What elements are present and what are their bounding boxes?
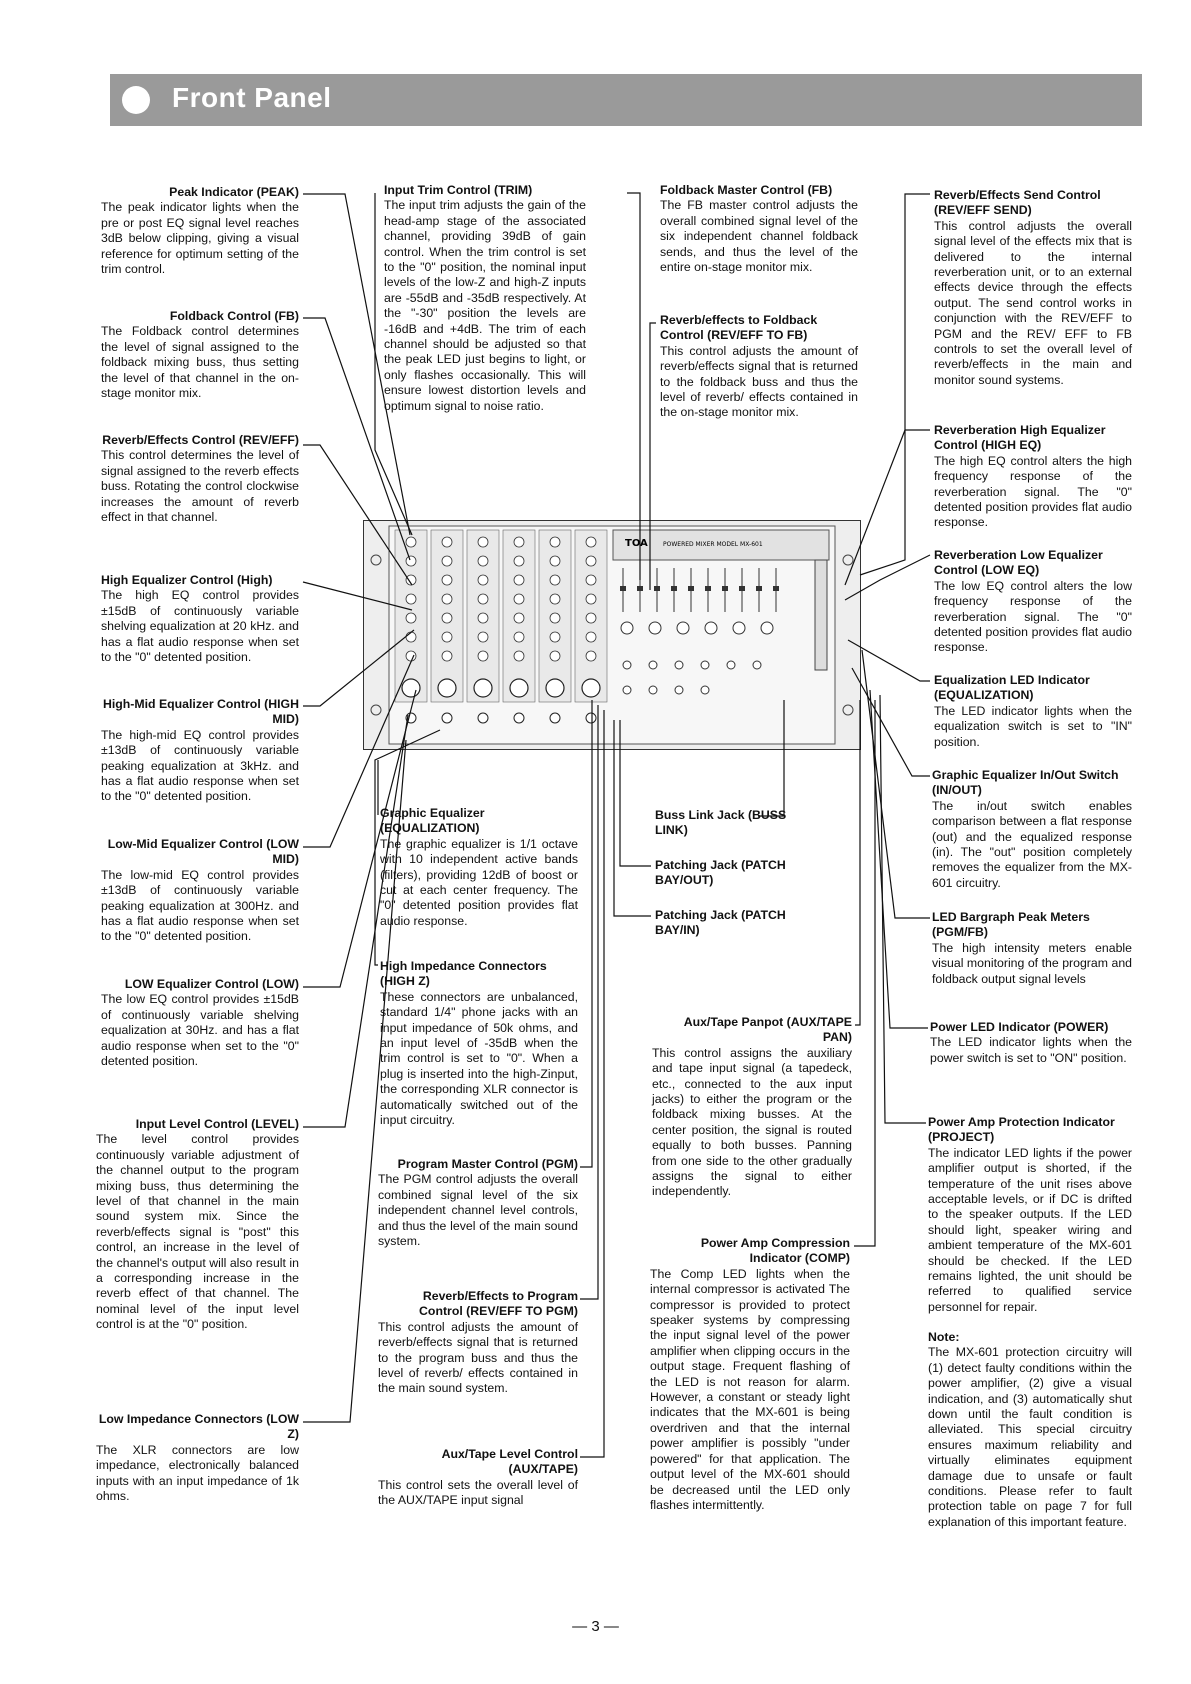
callout-heading: Input Level Control (LEVEL) [135,1117,299,1131]
callout-body: These connectors are unbalanced, standard 1/4" phone jacks with an input impedance of 50k ohms, and an input level of -35dB when the trim control is set to "0". When a plug is inserted into the high-Zinput, the corresponding XLR connector is automatically switched out of the input circuitry. [380,989,578,1128]
callout-heading: Peak Indicator (PEAK) [169,185,299,199]
knob-icon [550,594,560,604]
callout-heading: Low Impedance Connectors (LOW Z) [98,1412,299,1442]
master-knob-icon [677,622,689,634]
knob-icon [550,556,560,566]
knob-icon [406,613,416,623]
callout-heading: Aux/Tape Level Control (AUX/TAPE) [441,1447,578,1477]
callout-patch-out [655,858,805,889]
callout-aux-tape-level [378,1447,578,1509]
knob-icon [586,613,596,623]
callout-heading: Power Amp Compression Indicator (COMP) [700,1236,850,1266]
knob-icon [550,651,560,661]
callout-rev-eff-to-pgm [378,1289,578,1397]
callout-body: The XLR connectors are low impedance, electronically balanced inputs with an input impedance of 1k ohms. [96,1442,299,1504]
jack-icon [649,686,657,694]
callout-peak [101,185,299,277]
knob-icon [478,575,488,585]
knob-icon [586,594,596,604]
callout-body: This control adjusts the amount of reverb/effects signal that is returned to the program buss and thus the level of reverb/ effects contained in the main sound system. [378,1319,578,1396]
knob-icon [550,632,560,642]
callout-heading: LOW Equalizer Control (LOW) [124,977,299,991]
knob-icon [550,613,560,623]
callout-heading: Aux/Tape Panpot (AUX/TAPE PAN) [683,1015,852,1045]
fader-knob [637,586,643,591]
callout-rev-eff-send [934,188,1132,388]
knob-icon [442,556,452,566]
callout-bargraph-meters [932,910,1132,987]
jack-icon [753,661,761,669]
bargraph-meter [815,560,827,670]
jack-icon [623,661,631,669]
knob-icon [514,632,524,642]
callout-body: The low EQ control provides ±15dB of continuously variable shelving equalization at 30Hz. and has a flat audio response when set to the "0" detented position. [101,992,299,1069]
knob-icon [442,651,452,661]
fader-knob [654,586,660,591]
callout-heading: Reverb/Effects to Program Control (REV/EFF TO PGM) [419,1289,578,1319]
knob-icon [406,556,416,566]
master-knob-icon [621,622,633,634]
knob-icon [478,632,488,642]
xlr-connector-icon [546,679,564,697]
knob-icon [406,575,416,585]
jack-icon [727,661,735,669]
phone-jack-icon [586,713,596,723]
callout-note [928,1330,1132,1530]
knob-icon [442,575,452,585]
callout-heading: Low-Mid Equalizer Control (LOW MID) [107,837,299,867]
callout-reverb-effects [101,433,299,525]
brand-logo: TOA [625,538,648,549]
callout-body: This control adjusts the amount of reverb/effects signal that is returned to the foldback buss and thus the level of reverb/ effects contained in the on-stage monitor mix. [660,343,858,420]
callout-power-led [930,1020,1132,1066]
knob-icon [406,594,416,604]
knob-icon [478,537,488,547]
callout-heading: Note: [928,1330,960,1344]
master-knob-icon [705,622,717,634]
fader-knob [620,586,626,591]
jack-icon [649,661,657,669]
callout-heading: Reverb/Effects Control (REV/EFF) [102,433,299,447]
jack-icon [701,661,709,669]
callout-graphic-eq [380,806,578,929]
knob-icon [514,651,524,661]
callout-body: The Comp LED lights when the internal compressor is activated The compressor is provided to protect speaker systems by compressing the input signal level of the power amplifier when clipping occurs in the output stage. Frequent flashing of the LED is not reason for alarm. However, a constant or steady light indicates that the MX-601 is being overdriven and that the internal power amplifier is possibly "under powered" for that application. The output level of the MX-601 should be decreased until the LED only flashes intermittently. [650,1266,850,1512]
jack-icon [675,686,683,694]
callout-body: The in/out switch enables comparison between a flat response (out) and the equalized response (in). The "out" position completely removes the equalizer from the MX-601 circuitry. [932,798,1132,890]
callout-body: The low-mid EQ control provides ±13dB of continuously variable peaking equalization at 300Hz. and has a flat audio response when set to the "0" detented position. [101,867,299,944]
callout-body: This control sets the overall level of the AUX/TAPE input signal [378,1477,578,1508]
model-label: POWERED MIXER MODEL MX-601 [663,541,763,548]
knob-icon [586,651,596,661]
knob-icon [586,556,596,566]
master-knob-icon [733,622,745,634]
fader-knob [671,586,677,591]
callout-rev-eff-to-fb [660,313,858,421]
callout-aux-tape-pan [652,1015,852,1200]
callout-heading: High Equalizer Control (High) [101,573,273,587]
callout-heading: Patching Jack (PATCH BAY/OUT) [655,858,786,888]
phone-jack-icon [550,713,560,723]
callout-body: The FB master control adjusts the overall combined signal level of the six independent channel foldback sends, and thus the level of the entire on-stage monitor mix. [660,198,858,275]
fader-knob [705,586,711,591]
callout-input-level [96,1117,299,1333]
phone-jack-icon [406,713,416,723]
callout-rev-high-eq [934,423,1132,531]
knob-icon [442,613,452,623]
callout-body: The MX-601 protection circuitry will (1) detect faulty conditions within the power amplifier, (2) give a visual indication, and (3) automatically shut down until the fault condition is alleviated. This special circuitry ensures maximum reliability and virtually eliminates equipment damage due to unsafe or fault conditions. Please refer to fault protection table on page 7 for full explanation of this important feature. [928,1345,1132,1529]
knob-icon [586,537,596,547]
xlr-connector-icon [474,679,492,697]
xlr-connector-icon [582,679,600,697]
knob-icon [442,594,452,604]
master-knob-icon [649,622,661,634]
callout-heading: LED Bargraph Peak Meters (PGM/FB) [932,910,1090,940]
callout-heading: Graphic Equalizer (EQUALIZATION) [380,806,485,836]
xlr-connector-icon [510,679,528,697]
callout-input-trim [384,183,586,414]
callout-body: The peak indicator lights when the pre or post EQ signal level reaches 3dB below clipping, giving a visual reference for optimum setting of the trim control. [101,200,299,277]
jack-icon [701,686,709,694]
callout-body: The LED indicator lights when the power switch is set to "ON" position. [930,1035,1132,1065]
callout-body: The high-mid EQ control provides ±13dB of continuously variable peaking equalization at 3kHz. and has a flat audio response when set to the "0" detented position. [101,727,299,804]
callout-body: The high EQ control alters the high frequency response of the reverberation signal. The "0" detented position provides flat audio response. [934,453,1132,530]
callout-patch-in [655,908,805,939]
fader-knob [756,586,762,591]
xlr-connector-icon [402,679,420,697]
knob-icon [586,575,596,585]
callout-body: The indicator LED lights if the power amplifier output is shorted, if the temperature of the unit rises above acceptable levels, or if DC is drifted to the speaker outputs. If the LED should light, speaker wiring and ambient temperature of the MX-601 should be checked. If the LED remains lighted, the unit should be referred to qualified service personnel for repair. [928,1145,1132,1314]
knob-icon [406,651,416,661]
callout-body: The level control provides continuously variable adjustment of the channel output to the program mixing buss, thus determining the level of that channel in the main sound system mix. Since the reverb/effects signal is "post" this control, an increase in the level of the channel's output will also result in a corresponding increase in the reverb effect of that channel. The nominal level of the input level control is at the "0" position. [96,1132,299,1332]
fader-knob [773,586,779,591]
knob-icon [550,575,560,585]
fader-knob [688,586,694,591]
callout-foldback [101,309,299,401]
callout-heading: Input Trim Control (TRIM) [384,183,533,197]
callout-comp-indicator [650,1236,850,1513]
knob-icon [478,651,488,661]
callout-heading: Reverb/effects to Foldback Control (REV/EFF TO FB) [660,313,818,343]
phone-jack-icon [478,713,488,723]
knob-icon [406,632,416,642]
callout-body: The Foldback control determines the level of signal assigned to the foldback mixing buss, thus setting the level of that channel in the on-stage monitor mix. [101,324,299,401]
callout-heading: High-Mid Equalizer Control (HIGH MID) [102,697,299,727]
callout-program-master [378,1157,578,1249]
callout-eq-led [934,673,1132,750]
callout-low-mid-eq [101,837,299,945]
callout-body: This control assigns the auxiliary and tape input signal (a tapedeck, etc., connected to the aux input jacks) to either the program or the foldback mixing busses. At the center position, the signal is routed equally to both busses. Panning from one side to the other gradually assigns the signal to either independently. [652,1045,852,1199]
callout-body: The LED indicator lights when the equalization switch is set to "IN" position. [934,703,1132,749]
knob-icon [406,537,416,547]
bullet-icon [122,86,150,114]
knob-icon [514,537,524,547]
callout-heading: Graphic Equalizer In/Out Switch (IN/OUT) [932,768,1119,798]
knob-icon [586,632,596,642]
callout-high-impedance [380,959,578,1128]
knob-icon [442,537,452,547]
callout-heading: Equalization LED Indicator (EQUALIZATION) [934,673,1090,703]
callout-body: This control adjusts the overall signal level of the effects mix that is delivered to the internal reverberation unit, or to an external effects device through the effects output. The send control works in conjunction with the REV/EFF to PGM and the REV/ EFF to FB controls to set the overall level of reverb/effects in the main and monitor sound systems. [934,218,1132,387]
callout-low-eq [101,977,299,1069]
callout-body: The input trim adjusts the gain of the head-amp stage of the associated channel, providing 39dB of gain control. When the trim control is set to the "0" position, the nominal input levels of the low-Z and high-Z inputs are -55dB and -35dB respectively. At the "-30" position the levels are -16dB and +4dB. The trim of each channel should be adjusted so that the peak LED just begins to light, or only flashes occasionally. This will ensure lowest distortion levels and optimum signal to noise ratio. [384,198,586,413]
callout-heading: High Impedance Connectors (HIGH Z) [380,959,547,989]
callout-high-mid-eq [101,697,299,805]
callout-rev-low-eq [934,548,1132,656]
knob-icon [478,594,488,604]
callout-buss-link [655,808,805,839]
callout-protection [928,1115,1132,1315]
mixer-front-panel-illustration [363,520,861,750]
callout-body: The high intensity meters enable visual monitoring of the program and foldback output signal levels [932,940,1132,986]
phone-jack-icon [514,713,524,723]
knob-icon [478,613,488,623]
page-number: — 3 — [572,1618,619,1635]
xlr-connector-icon [438,679,456,697]
callout-heading: Reverberation Low Equalizer Control (LOW EQ) [934,548,1103,578]
jack-icon [675,661,683,669]
fader-knob [722,586,728,591]
callout-heading: Reverb/Effects Send Control (REV/EFF SEND) [934,188,1101,218]
knob-icon [514,575,524,585]
callout-heading: Buss Link Jack (BUSS LINK) [655,808,787,838]
callout-heading: Foldback Control (FB) [169,309,299,323]
fader-knob [739,586,745,591]
callout-body: The high EQ control provides ±15dB of continuously variable shelving equalization at 20 kHz. and has a flat audio response when set to the "0" detented position. [101,588,299,665]
callout-heading: Patching Jack (PATCH BAY/IN) [655,908,786,938]
jack-icon [623,686,631,694]
callout-body: The graphic equalizer is 1/1 octave with 10 independent active bands (filters), providing 12dB of boost or cut at each center frequency. The "0" detented position provides flat audio response. [380,836,578,928]
page-title: Front Panel [172,82,332,113]
section-banner [110,74,1142,126]
phone-jack-icon [442,713,452,723]
callout-heading: Program Master Control (PGM) [397,1157,578,1171]
knob-icon [514,594,524,604]
callout-foldback-master [660,183,858,275]
callout-heading: Power LED Indicator (POWER) [930,1020,1109,1034]
callout-body: This control determines the level of signal assigned to the reverb effects buss. Rotating the control clockwise increases the amount of reverb effect in that channel. [101,448,299,525]
knob-icon [442,632,452,642]
callout-eq-in-out [932,768,1132,891]
knob-icon [478,556,488,566]
knob-icon [514,613,524,623]
knob-icon [550,537,560,547]
master-knob-icon [761,622,773,634]
callout-body: The low EQ control alters the low frequency response of the reverberation signal. The "0" detented position provides flat audio response. [934,578,1132,655]
callout-heading: Power Amp Protection Indicator (PROJECT) [928,1115,1115,1145]
callout-high-eq [101,573,299,665]
callout-heading: Reverberation High Equalizer Control (HIGH EQ) [934,423,1106,453]
knob-icon [514,556,524,566]
callout-heading: Foldback Master Control (FB) [660,183,833,197]
callout-low-impedance [96,1412,299,1504]
callout-body: The PGM control adjusts the overall combined signal level of the six independent channel level controls, and thus the level of the main sound system. [378,1172,578,1249]
